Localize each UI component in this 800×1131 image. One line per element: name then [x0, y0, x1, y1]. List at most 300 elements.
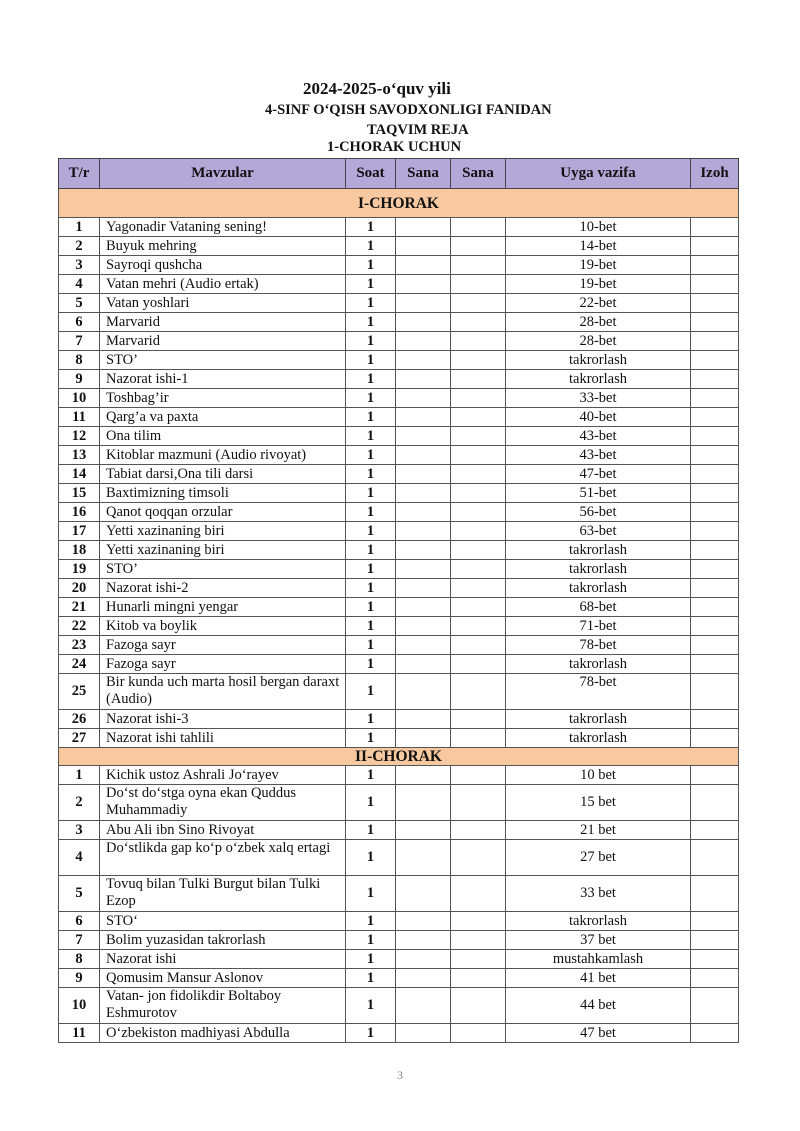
notes-cell [691, 313, 739, 332]
notes-cell [691, 522, 739, 541]
topic-cell: Tabiat darsi,Ona tili darsi [100, 465, 346, 484]
date-cell-1 [396, 351, 451, 370]
topic-cell: STO‘ [100, 912, 346, 931]
date-cell-2 [451, 710, 506, 729]
notes-cell [691, 256, 739, 275]
date-cell-1 [396, 636, 451, 655]
notes-cell [691, 332, 739, 351]
homework-cell: 19-bet [506, 275, 691, 294]
date-cell-1 [396, 560, 451, 579]
quarter-title: 1-CHORAK UCHUN [327, 139, 462, 155]
hours-cell: 1 [346, 821, 396, 840]
row-number-cell: 6 [59, 912, 100, 931]
hours-cell: 1 [346, 969, 396, 988]
table-row [59, 636, 739, 655]
date-cell-1 [396, 332, 451, 351]
notes-cell [691, 950, 739, 969]
hours-cell: 1 [346, 484, 396, 503]
hours-cell: 1 [346, 465, 396, 484]
notes-cell [691, 876, 739, 912]
date-cell-1 [396, 465, 451, 484]
row-number-cell: 12 [59, 427, 100, 446]
date-cell-2 [451, 408, 506, 427]
section-title: I-CHORAK [59, 189, 739, 218]
table-row [59, 710, 739, 729]
topic-cell: Kitob va boylik [100, 617, 346, 636]
hours-cell: 1 [346, 598, 396, 617]
topic-cell: Vatan- jon fidolikdir Boltaboy Eshmurotov [100, 988, 346, 1024]
table-row [59, 1024, 739, 1043]
notes-cell [691, 294, 739, 313]
notes-cell [691, 729, 739, 748]
date-cell-2 [451, 541, 506, 560]
date-cell-2 [451, 636, 506, 655]
date-cell-2 [451, 821, 506, 840]
notes-cell [691, 617, 739, 636]
row-number-cell: 7 [59, 332, 100, 351]
homework-cell: 15 bet [506, 785, 691, 821]
date-cell-1 [396, 840, 451, 876]
date-cell-1 [396, 370, 451, 389]
date-cell-1 [396, 408, 451, 427]
homework-cell: 43-bet [506, 446, 691, 465]
row-number-cell: 1 [59, 218, 100, 237]
date-cell-2 [451, 674, 506, 710]
column-header-homework: Uyga vazifa [506, 159, 691, 189]
date-cell-1 [396, 218, 451, 237]
homework-cell: takrorlash [506, 729, 691, 748]
date-cell-2 [451, 931, 506, 950]
date-cell-1 [396, 446, 451, 465]
hours-cell: 1 [346, 785, 396, 821]
row-number-cell: 17 [59, 522, 100, 541]
homework-cell: takrorlash [506, 710, 691, 729]
row-number-cell: 18 [59, 541, 100, 560]
notes-cell [691, 465, 739, 484]
date-cell-1 [396, 931, 451, 950]
notes-cell [691, 710, 739, 729]
topic-cell: Nazorat ishi-3 [100, 710, 346, 729]
table-row [59, 674, 739, 710]
table-row [59, 950, 739, 969]
table-row [59, 766, 739, 785]
topic-cell: Kichik ustoz Ashrali Jo‘rayev [100, 766, 346, 785]
column-header-date-1: Sana [396, 159, 451, 189]
hours-cell: 1 [346, 1024, 396, 1043]
topic-cell: Yetti xazinaning biri [100, 522, 346, 541]
date-cell-1 [396, 950, 451, 969]
table-row [59, 465, 739, 484]
topic-cell: Kitoblar mazmuni (Audio rivoyat) [100, 446, 346, 465]
topic-cell: Hunarli mingni yengar [100, 598, 346, 617]
notes-cell [691, 988, 739, 1024]
hours-cell: 1 [346, 617, 396, 636]
topic-cell: Fazoga sayr [100, 636, 346, 655]
row-number-cell: 25 [59, 674, 100, 710]
row-number-cell: 5 [59, 294, 100, 313]
date-cell-2 [451, 275, 506, 294]
table-row [59, 522, 739, 541]
column-header-hours: Soat [346, 159, 396, 189]
hours-cell: 1 [346, 931, 396, 950]
academic-year-title: 2024-2025-o‘quv yili [303, 79, 451, 98]
notes-cell [691, 408, 739, 427]
topic-cell: Nazorat ishi-2 [100, 579, 346, 598]
hours-cell: 1 [346, 840, 396, 876]
hours-cell: 1 [346, 876, 396, 912]
hours-cell: 1 [346, 766, 396, 785]
row-number-cell: 11 [59, 408, 100, 427]
hours-cell: 1 [346, 579, 396, 598]
row-number-cell: 13 [59, 446, 100, 465]
topic-cell: Do‘stlikda gap ko‘p o‘zbek xalq ertagi [100, 840, 346, 876]
topic-cell: Yagonadir Vataning sening! [100, 218, 346, 237]
date-cell-2 [451, 389, 506, 408]
table-row [59, 446, 739, 465]
date-cell-2 [451, 313, 506, 332]
hours-cell: 1 [346, 636, 396, 655]
notes-cell [691, 579, 739, 598]
homework-cell: 71-bet [506, 617, 691, 636]
row-number-cell: 3 [59, 821, 100, 840]
homework-cell: 68-bet [506, 598, 691, 617]
date-cell-1 [396, 785, 451, 821]
notes-cell [691, 785, 739, 821]
table-row [59, 785, 739, 821]
table-row [59, 876, 739, 912]
date-cell-2 [451, 465, 506, 484]
calendar-plan-table [58, 158, 739, 1043]
date-cell-2 [451, 950, 506, 969]
hours-cell: 1 [346, 503, 396, 522]
date-cell-1 [396, 427, 451, 446]
row-number-cell: 10 [59, 988, 100, 1024]
row-number-cell: 7 [59, 931, 100, 950]
notes-cell [691, 598, 739, 617]
homework-cell: 21 bet [506, 821, 691, 840]
topic-cell: Ona tilim [100, 427, 346, 446]
homework-cell: takrorlash [506, 560, 691, 579]
homework-cell: 37 bet [506, 931, 691, 950]
row-number-cell: 4 [59, 840, 100, 876]
topic-cell: STO’ [100, 560, 346, 579]
notes-cell [691, 1024, 739, 1043]
topic-cell: Qomusim Mansur Aslonov [100, 969, 346, 988]
column-header-topics: Mavzular [100, 159, 346, 189]
notes-cell [691, 351, 739, 370]
notes-cell [691, 370, 739, 389]
table-row [59, 256, 739, 275]
homework-cell: 41 bet [506, 969, 691, 988]
row-number-cell: 3 [59, 256, 100, 275]
hours-cell: 1 [346, 541, 396, 560]
date-cell-2 [451, 427, 506, 446]
topic-cell: Qanot qoqqan orzular [100, 503, 346, 522]
table-row [59, 969, 739, 988]
row-number-cell: 8 [59, 950, 100, 969]
section-header-row [59, 748, 739, 766]
date-cell-1 [396, 541, 451, 560]
table-row [59, 560, 739, 579]
homework-cell: 43-bet [506, 427, 691, 446]
row-number-cell: 20 [59, 579, 100, 598]
row-number-cell: 9 [59, 969, 100, 988]
table-row [59, 541, 739, 560]
date-cell-2 [451, 256, 506, 275]
homework-cell: 10 bet [506, 766, 691, 785]
homework-cell: 78-bet [506, 636, 691, 655]
date-cell-1 [396, 503, 451, 522]
topic-cell: Qarg’a va paxta [100, 408, 346, 427]
row-number-cell: 6 [59, 313, 100, 332]
hours-cell: 1 [346, 522, 396, 541]
hours-cell: 1 [346, 256, 396, 275]
notes-cell [691, 541, 739, 560]
table-row [59, 503, 739, 522]
notes-cell [691, 655, 739, 674]
table-row [59, 840, 739, 876]
date-cell-1 [396, 598, 451, 617]
date-cell-1 [396, 617, 451, 636]
homework-cell: 27 bet [506, 840, 691, 876]
date-cell-1 [396, 294, 451, 313]
homework-cell: takrorlash [506, 351, 691, 370]
date-cell-2 [451, 484, 506, 503]
homework-cell: takrorlash [506, 370, 691, 389]
hours-cell: 1 [346, 560, 396, 579]
column-header-date-2: Sana [451, 159, 506, 189]
date-cell-2 [451, 969, 506, 988]
topic-cell: STO’ [100, 351, 346, 370]
row-number-cell: 24 [59, 655, 100, 674]
table-row [59, 275, 739, 294]
plan-title: TAQVIM REJA [367, 122, 469, 138]
section-header-row [59, 189, 739, 218]
page-number: 3 [397, 1068, 403, 1082]
hours-cell: 1 [346, 729, 396, 748]
date-cell-1 [396, 579, 451, 598]
topic-cell: O‘zbekiston madhiyasi Abdulla [100, 1024, 346, 1043]
table-row [59, 484, 739, 503]
row-number-cell: 21 [59, 598, 100, 617]
subject-title: 4-SINF O‘QISH SAVODXONLIGI FANIDAN [265, 102, 552, 118]
date-cell-2 [451, 351, 506, 370]
table-row [59, 931, 739, 950]
table-row [59, 598, 739, 617]
notes-cell [691, 446, 739, 465]
date-cell-2 [451, 598, 506, 617]
topic-cell: Marvarid [100, 332, 346, 351]
homework-cell: 47 bet [506, 1024, 691, 1043]
table-row [59, 332, 739, 351]
date-cell-1 [396, 484, 451, 503]
date-cell-2 [451, 840, 506, 876]
topic-cell: Do‘st do‘stga oyna ekan Quddus Muhammadiy [100, 785, 346, 821]
topic-cell: Buyuk mehring [100, 237, 346, 256]
date-cell-1 [396, 766, 451, 785]
homework-cell: 22-bet [506, 294, 691, 313]
row-number-cell: 27 [59, 729, 100, 748]
topic-cell: Bolim yuzasidan takrorlash [100, 931, 346, 950]
date-cell-2 [451, 617, 506, 636]
topic-cell: Nazorat ishi-1 [100, 370, 346, 389]
hours-cell: 1 [346, 275, 396, 294]
row-number-cell: 2 [59, 237, 100, 256]
row-number-cell: 10 [59, 389, 100, 408]
hours-cell: 1 [346, 332, 396, 351]
table-row [59, 729, 739, 748]
table-body [59, 189, 739, 1043]
date-cell-2 [451, 218, 506, 237]
notes-cell [691, 766, 739, 785]
hours-cell: 1 [346, 389, 396, 408]
notes-cell [691, 389, 739, 408]
topic-cell: Bir kunda uch marta hosil bergan daraxt (Audio) [100, 674, 346, 710]
date-cell-1 [396, 313, 451, 332]
topic-cell: Vatan yoshlari [100, 294, 346, 313]
table-row [59, 351, 739, 370]
topic-cell: Fazoga sayr [100, 655, 346, 674]
date-cell-2 [451, 912, 506, 931]
date-cell-1 [396, 876, 451, 912]
hours-cell: 1 [346, 294, 396, 313]
homework-cell: 14-bet [506, 237, 691, 256]
date-cell-2 [451, 876, 506, 912]
hours-cell: 1 [346, 313, 396, 332]
topic-cell: Nazorat ishi [100, 950, 346, 969]
table-row [59, 389, 739, 408]
table-row [59, 237, 739, 256]
table-row [59, 579, 739, 598]
row-number-cell: 19 [59, 560, 100, 579]
date-cell-2 [451, 522, 506, 541]
hours-cell: 1 [346, 655, 396, 674]
table-row [59, 655, 739, 674]
table-row [59, 313, 739, 332]
hours-cell: 1 [346, 710, 396, 729]
table-row [59, 988, 739, 1024]
table-row [59, 294, 739, 313]
date-cell-1 [396, 912, 451, 931]
date-cell-2 [451, 294, 506, 313]
date-cell-2 [451, 370, 506, 389]
row-number-cell: 9 [59, 370, 100, 389]
date-cell-2 [451, 560, 506, 579]
date-cell-2 [451, 237, 506, 256]
date-cell-1 [396, 522, 451, 541]
topic-cell: Yetti xazinaning biri [100, 541, 346, 560]
row-number-cell: 5 [59, 876, 100, 912]
topic-cell: Vatan mehri (Audio ertak) [100, 275, 346, 294]
topic-cell: Nazorat ishi tahlili [100, 729, 346, 748]
homework-cell: 28-bet [506, 313, 691, 332]
homework-cell: 47-bet [506, 465, 691, 484]
homework-cell: 33-bet [506, 389, 691, 408]
date-cell-2 [451, 579, 506, 598]
topic-cell: Toshbag’ir [100, 389, 346, 408]
section-title: II-CHORAK [59, 748, 739, 766]
row-number-cell: 11 [59, 1024, 100, 1043]
notes-cell [691, 912, 739, 931]
homework-cell: 19-bet [506, 256, 691, 275]
homework-cell: 10-bet [506, 218, 691, 237]
date-cell-1 [396, 729, 451, 748]
hours-cell: 1 [346, 427, 396, 446]
notes-cell [691, 560, 739, 579]
notes-cell [691, 840, 739, 876]
date-cell-1 [396, 1024, 451, 1043]
hours-cell: 1 [346, 446, 396, 465]
notes-cell [691, 427, 739, 446]
date-cell-2 [451, 446, 506, 465]
row-number-cell: 23 [59, 636, 100, 655]
table-row [59, 821, 739, 840]
notes-cell [691, 218, 739, 237]
notes-cell [691, 931, 739, 950]
row-number-cell: 15 [59, 484, 100, 503]
topic-cell: Tovuq bilan Tulki Burgut bilan Tulki Ezop [100, 876, 346, 912]
row-number-cell: 14 [59, 465, 100, 484]
homework-cell: takrorlash [506, 541, 691, 560]
hours-cell: 1 [346, 950, 396, 969]
table-row [59, 427, 739, 446]
homework-cell: 78-bet [506, 674, 691, 710]
date-cell-1 [396, 674, 451, 710]
date-cell-2 [451, 766, 506, 785]
date-cell-2 [451, 503, 506, 522]
hours-cell: 1 [346, 237, 396, 256]
table-row [59, 408, 739, 427]
homework-cell: takrorlash [506, 655, 691, 674]
table-row [59, 912, 739, 931]
hours-cell: 1 [346, 218, 396, 237]
homework-cell: 33 bet [506, 876, 691, 912]
table-header-row [59, 159, 739, 189]
date-cell-1 [396, 655, 451, 674]
date-cell-2 [451, 1024, 506, 1043]
date-cell-1 [396, 237, 451, 256]
notes-cell [691, 969, 739, 988]
date-cell-2 [451, 332, 506, 351]
hours-cell: 1 [346, 370, 396, 389]
topic-cell: Abu Ali ibn Sino Rivoyat [100, 821, 346, 840]
homework-cell: 44 bet [506, 988, 691, 1024]
date-cell-1 [396, 988, 451, 1024]
column-header-notes: Izoh [691, 159, 739, 189]
notes-cell [691, 275, 739, 294]
date-cell-1 [396, 389, 451, 408]
notes-cell [691, 674, 739, 710]
date-cell-1 [396, 275, 451, 294]
row-number-cell: 1 [59, 766, 100, 785]
homework-cell: 28-bet [506, 332, 691, 351]
notes-cell [691, 636, 739, 655]
column-header-number: T/r [59, 159, 100, 189]
date-cell-2 [451, 655, 506, 674]
topic-cell: Baxtimizning timsoli [100, 484, 346, 503]
row-number-cell: 22 [59, 617, 100, 636]
date-cell-2 [451, 988, 506, 1024]
hours-cell: 1 [346, 988, 396, 1024]
homework-cell: 63-bet [506, 522, 691, 541]
row-number-cell: 8 [59, 351, 100, 370]
notes-cell [691, 821, 739, 840]
table-row [59, 617, 739, 636]
homework-cell: takrorlash [506, 912, 691, 931]
homework-cell: 56-bet [506, 503, 691, 522]
homework-cell: mustahkamlash [506, 950, 691, 969]
homework-cell: takrorlash [506, 579, 691, 598]
